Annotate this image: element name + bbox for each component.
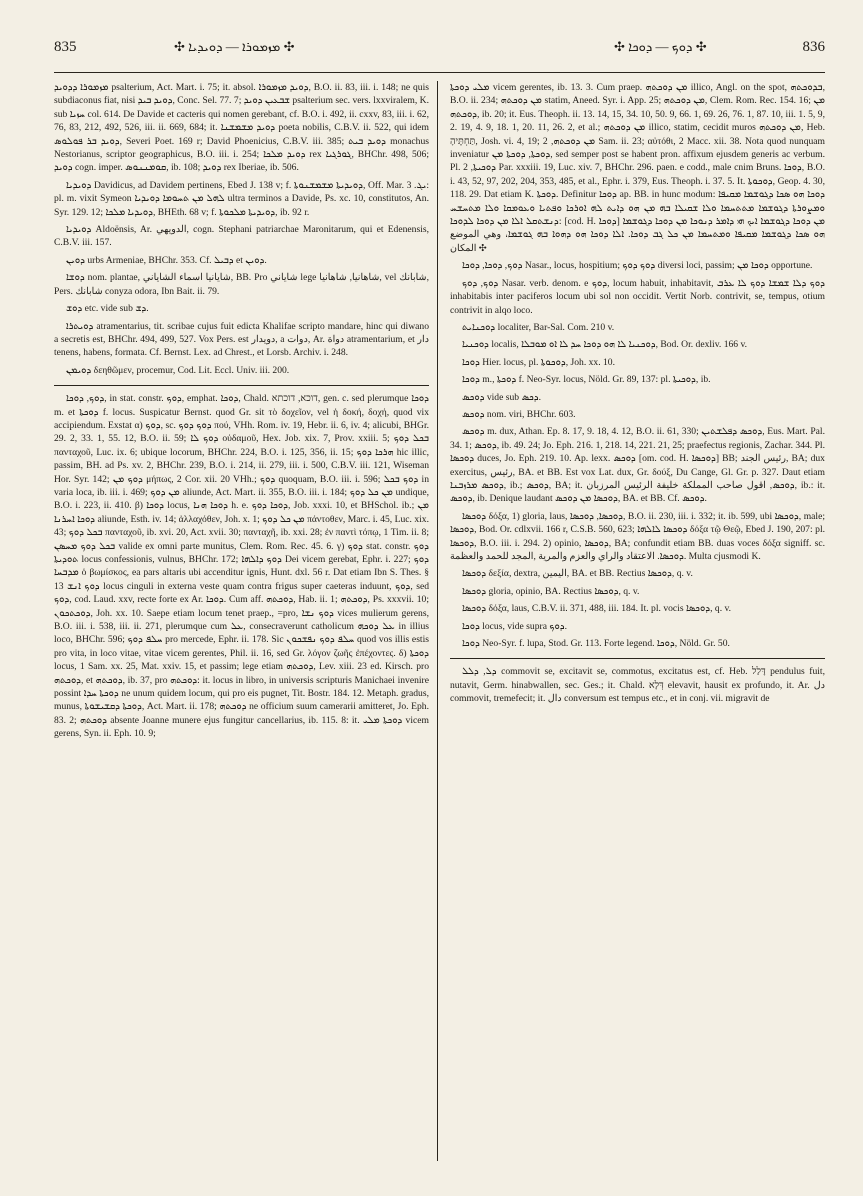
dictionary-entry: ܕܘܟܐ Neo-Syr. f. lupa, Stod. Gr. 113. Forte legend. ܕܘܟܐ, Nöld. Gr. 50. [462,638,730,650]
right-page-number: 836 [802,38,825,55]
dictionary-entry: ܕܘܟܣ nom. viri, BHChr. 603. [462,408,576,420]
dictionary-entry: ܕܘܝܬܪܐ atramentarius, tit. scribae cujus fuit edicta Khalifae scripto mandare, hinc qui diwano a secretis est, BHChr. 494, 499, 527. Vox Pers. est دويدار, a دوات, Ar. دواة atramentarium, et دار tenens, habens, formata. Cf. Bernst. Lex. ad Chrest., et Lorsb. Archiv. i. 248. [54,320,429,359]
dictionary-entry: ܕܘܟܣܐ δόξα, 1) gloria, laus, ܕܘܟܣܐ, ܕܘܟܣܐ, B.O. ii. 230, iii. i. 332; it. ib. 599, ubi ܕܘܟܣܐ, male; ܕܘܟܣܐ, Bod. Or. cdlxvii. 166 r, C.S.B. 560, 623; ܕܘܟܣܐ ܠܐܠܗܐ δόξα τῷ Θεῷ, Ebed J. 190, 207: pl. ܕܘܟܣܐ, B.O. iii. i. 294. 2) opinio, ܕܘܟܣܐ, BA; confundit etiam BB. duas voces δόξα signiff. sc. ܕܘܟܣܐ. الاعتقاد والراي والعزم والمرية ,المجد للحمد والعظمة. Multa cjusmodi K. [450,510,825,562]
dictionary-entry: ܕܘܝܕܝܐ Davidicus, ad Davidem pertinens, Ebed J. 138 v; f. ܕܘܝܕܝܬܐ ܡܫܡܫܢܘܬܐ, Off. Mar. ܝܓ. 3: pl. m. vixit Symeon ܠܗܠ ܡܢ ܬܚܘܡܐ ܕܘܝܕܝܐ ultra terminos a Davide, Ps. xc. 10, constitutos, An. Syr. 129. 12; ܕܘܝܕܝܐ ܡܠܟܐ, BHEth. 68 v; f. ܕܘܝܕܝܬܐ ܡܠܟܘܬܐ, ib. 92 r. [54,179,429,218]
dictionary-entry: ܕܘܟܣ m. dux, Athan. Ep. 8. 17, 9. 18, 4. 12, B.O. ii. 61, 330; ܕܘܟܣ ܕܦܠܫܬܝܢ, Eus. Mart. Pal. 34. 1; ܕܘܟܣ, ib. 49. 24; Jo. Eph. 216. 1, 218. 14, 221. 21, 25; praefectus regionis, Zachar. 344. Pl. ܕܘܟܣܐ duces, Jo. Eph. 219. 10. Ap. lexx. ܕܘܟܣ [om. cod. H. ܕܘܟܣܐ] BB; رئيس الجند, BA; dux exercitus, رئيس, BA. et BB. Est vox Lat. dux, Gr. δούξ, Du Cange, Gl. Gr. p. 327. Daut etiam ܕܘܟܣ ܡܪܙܒܢܐ, ib.; ܕܘܟܣ, BA; it. ܕܘܟܣ, اقول صاحب المملكة خليفة الرئيس المرزبان, ib.: it. ܕܘܟܣ, ib. Denique laudant ܕܘܟܣܐ ܡܢ ܕܘܟܣ, BA. et BB. Cf. ܕܘܟܣ. [450,426,825,505]
dictionary-entry: ܕܘܫ etc. vide sub ܕܫ. [66,303,149,315]
dictionary-entry: ܕܘܟܐ Hier. locus, pl. ܕܘܟܘܬܐ, Joh. xx. 10. [462,356,616,368]
dictionary-entry: ܕܘܫܐ nom. plantae, شايانيا اسماء الشاياني, BB. Pro شاياني lege شاهانيا, شاهانيا, vel شابانك, Pers. شابانك conyza odora, Ibn Bait. ii. 79. [54,272,429,297]
dictionary-entry: ܕܘܟܣ vide sub ܕܟܣ. [462,391,541,403]
dictionary-entry: ܕܘܝܕܝܐ Aldoënsis, Ar. الدويهي, cogn. Stephani patriarchae Maronitarum, qui et Edenensis, C.B.V. iii. 157. [54,224,429,249]
right-running-head: ✣ ܕܘܟ — ܕܘܟܐ ✣ [614,39,707,54]
dictionary-entry: ܡܠܝ ܕܘܟܬܐ vicem gerentes, ib. 13. 3. Cum praep. ܡܢ ܕܘܟܬܗ illico, Angl. on the spot, ܒܕܘܟܬܗ, B.O. ii. 234; ܡܢ ܕܘܟܬܗ statim, Aneed. Syr. i. App. 25; ܡܢ ܕܘܟܬܗ, Clem. Rom. Rec. 154. 16; ܡܢ ܕܘܟܬܗ, ib. 20; it. Eus. Theoph. ii. 13. 14, 15, 34. 10, 50. 9, 66. 1, 69. 26, 76. 1, 87. 10, iii. 1. 5, 9, 2. 19, 4. 9, 18. 1, 20. 11, 26. 2, et al.; ܡܢ ܕܘܟܬܗ illico, statim, cecidit muros ܡܢ ܕܘܟܬܗ, Heb. תַּחְתֶּיהָ, Josh. vi. 4, 19; ܡܢ ܕܘܟܬܗ, 2 Sam. ii. 23; αὐτόθι, 2 Macc. xii. 38. Nota quod nunquam inveniatur ܕܘܟܬܐ, ܕܘܟܬܐ ܡܢ, sed semper post se habent pron. affixum ejusdem generis ac verbum. Pl. ܕܘܟܝܬܐ, 2 Par. xxxiii. 19, Luc. xiv. 7, BHChr. 296. paen. e codd., male cnim Bruns. ܕܘܟܐ, B.O. i. 43, 52, 97, 202, 204, 353, 485, et al., Ephr. i. 379, Eus. Theoph. i. 37. 5. It. ܕܘܟܘܬܐ, Geop. 4. 30, 118. 29. Dat etiam K. ܕܘܟܬܐ. Definitur ܕܘܟܐ ap. BB. in hunc modum: ܕܘܟܐ ܗܘ ܣܟܐ ܕܓܘܫܡܐ ܡܩܝܦܐ ܘܡܨܘܪܬܐ ܕܓܘܫܡܐ ܡܬܬܚܡܐ ܘܠܐ ܫܩܝܠܐ ܒܗ ܡܢ ܗܘ ܕܐܝܬ ܠܗ ܐܘܪܟܐ ܘܦܬܝܐ ܘܥܘܡܩܐ ܘܠܐ ܡܬܚܫܚ ܕܢܫܬܩܠ ܐܠܐ ܡܢ ܕܘܟܐ ܠܕܘܟܐ: [cod. H. ܕܘܟܐ] ܡܢ ܕܘܟܐ ܕܓܘܫܡܐ ܐܝܟ ܗܝ ܕܐܡܪ ܕܢܘܟܐ ܡܢ ܕܘܟܐ ܕܓܘܫܡܐ ܗܘ ܣܟܐ ܕܓܘܫܡܐ ܡܩܝܦܐ ܘܡܬܚܡܐ ܡܢ ܟܠ ܓܒ ܕܘܟܐ. ܐܠܐ ܕܘܟܐ ܗܘ ܕܗܘܐ ܒܗ ܓܘܫܡܐ، وهي الموضع المكان ✣ [450,82,825,254]
dictionary-entry: ܕܘܟܐ m., ܕܘܟܬܐ f. Neo-Syr. locus, Nöld. Gr. 89, 137: pl. ܕܘܟܝܬܐ, ib. [462,374,711,386]
dictionary-entry: ܕܘܟܢܐܝܬ localiter, Bar-Sal. Com. 210 v. [462,321,615,333]
left-running-head: ✣ ܡܙܡܘܪܐ — ܕܘܝܕܝܐ ✣ [174,39,295,54]
left-page-number: 835 [54,38,77,55]
header-rule [54,72,825,73]
dictionary-entry: ܕܘܟܐ locus, vide supra ܕܘܟ. [462,620,568,632]
right-column [438,81,825,1161]
dictionary-entry: ܡܙܡܘܪܐ ܕܕܘܝܕ psalterium, Act. Mart. i. 75; it. absol. ܕܘܝܕ ܡܙܡܘܪܐ, B.O. ii. 83, iii. i. 148; ne quis subdiaconus fiat, nisi ܕܘܝܕ ܒܝܕ, Conc. Sel. 77. 7; ܫܒܥܝܢ ܕܘܝܕ psalterium sec. vers. lxxviralem, K. sub ܚܙܝܐ col. 614. De Davide et cacteris qui nomen gerebant, cf. B.O. i. 492, ii. cxxv, 83, iii. i. 62, 76, 83, 212, 492, 526, iii. ii. 669, 684; it. ܕܘܝܕ ܡܫܡܫܢܐ poeta nobilis, C.B.V. ii. 522, qui idem ܕܘܝܕ ܒܪ ܦܘܠܘܣ, Severi Poet. 169 r; David Phoenicius, C.B.V. iii. 385; ܕܘܝܕ ܒܝܬ monachus Nestorianus, scriptor geographicus, B.O. iii. i. 254; ܕܘܝܕ ܡܠܟܐ rex ܓܘܪܓܝܐ, BHChr. 498, 506; ܕܘܝܕ cogn. imper. ܩܘܡܢܢܘܣ, ib. 108; ܕܘܝܕ rex Iberiae, ib. 506. [54,82,430,174]
dictionary-entry: ܕܘܟ, ܕܘܟܐ, ܕܘܟܐ Nasar., locus, hospitium; ܕܘܟ ܕܘܟ diversi loci, passim; ܕܘܟܐ ܡܢ opportune. [462,260,813,272]
dictionary-entry: ܕܘܟܢܝܐ localis, ܕܘܟܢܝܐ ܠܐ ܗܘ ܕܘܟܐ ܚܕ ܠܐ ܐܘ ܡܘܒܠܐ, Bod. Or. dexliv. 166 v. [462,339,748,351]
dictionary-entry: ܕܘܟܣܐ gloria, opinio, BA. Rectius ܕܘܟܣܐ, q. v. [462,585,640,597]
left-column [54,81,437,1161]
dictionary-entry: ܕܘܟܣܐ δόξα, laus, C.B.V. ii. 371, 488, iii. 184. It. pl. vocis ܕܘܟܣܐ, q. v. [462,603,732,615]
two-column-body [54,81,825,1161]
dictionary-entry: ܕܘܟܣܐ δεξία, dextra, اليمين, BA. et BB. Rectius ܕܘܟܣܐ, q. v. [462,568,693,580]
dictionary-entry: ܕܘܝܢ urbs Armeniae, BHChr. 353. Cf. ܕܒܝܠ et ܕܘܝܢ. [66,254,267,266]
dictionary-entry: ܕܘܝܡܢ δεηθῶμεν, procemur, Cod. Lit. Eccl. Univ. iii. 200. [66,364,290,376]
dictionary-entry: ܕܠ, ܕܠܠ commovit se, excitavit se, commotus, excitatus est, cf. Heb. דָּלַל pendulus fuit, nutavit, Germ. hinabwallen, sec. Ges.; it. Chald. דְּלָא elevavit, hausit ex profundo, it. Ar. دل commovit, tremefecit; it. دال conversum est tempus etc., et in conj. vii. migravit de [450,658,825,705]
dictionary-entry: ܕܘܟ, ܕܘܟ Nasar. verb. denom. e ܕܘܟ, locum habuit, inhabitavit, ܕܘܟ ܕܠܐ ܫܡܫܐ ܕܘܟ ܠܐ ܥܪܒ inhabitabis inter paciferos locum ubi sol non occidit. Vertit Norb. contrivit, se, tempus, otium contrivit in alqo loco. [450,277,825,316]
dictionary-entry: ܕܘܟ, ܕܘܟܐ, in stat. constr. ܕܘܟ, emphat. ܕܘܟܐ, Chald. דוכא, דוכתא, gen. c. sed plerumque ܕܘܟܐ m. et ܕܘܟܬܐ f. locus. Suspicatur Bernst. quod Gr. sit τὸ δοχεῖον, vel ἡ δοκή, δοχή, quod vix accipiendum. Exstat α) ܕܘܟ, sc. ܕܘܟ ܕܘܟ πού, VHh. Rom. iv. 19, Hebr. ii. 6, iv. 4; alicubi, BHGr. 29. 2, 33. 1, 55. 12, B.O. ii. 59; ܕܘܟ ܠܐ οὐδαμοῦ, Hex. Job. xix. 7, Prov. xxiii. 5; ܒܟܠ ܕܘܟ πανταχοῦ, Luc. ix. 6; ubique locorum, BHChr. 224, B.O. i. 125, 356, ii. 15; ܗܪܟܐ ܕܘܟ hic illic, passim, BH. ad Ps. xv. 2, BHChr. 239, B.O. i. 214, ii. 279, iii. i. 500, C.B.V. iii. 121, Wiseman Hor. Syr. 142; ܕܘܟ ܡܢ μήπως, 2 Cor. xii. 20 VHh.; ܕܘܟ quoquam, B.O. iii. i. 596; ܕܘܟ ܒܟܠ in varia loca, ib. iii. i. 469; ܡܢ ܕܘܟ aliunde, Act. Mart. ii. 355, B.O. iii. i. 184; ܡܢ ܟܠ ܕܘܟ undique, B.O. i. 223, ii. 410. β) ܕܘܟܐ locus, ܕܘܟܐ ܗܢܐ h. e. ܕܘܟܐ ܕܘܟ, Job. xxxi. 10, et BHSchol. ib.; ܡܢ ܕܘܟܐ ܐܚܪܢܐ aliunde, Esth. iv. 14; ἀλλαχόθεν, Joh. x. 1; ܡܢ ܟܠ ܕܘܟ πάντοθεν, Marc. i. 45, Luc. xix. 43; ܒܟܠ ܕܘܟ πανταχοῦ, ib. xvi. 20, Act. xvii. 30; πανταχῆ, ib. xxi. 28; ἐν παντὶ τόπῳ, 1 Tim. ii. 8; ܒܟܠ ܕܘܟ ܡܚܣܢ valide ex omni parte munitus, Clem. Rom. Rec. 45. 6. γ) ܕܘܟ stat. constr. ܕܘܟ ܬܘܕܝܬܐ locus confessionis, vulnus, BHChr. 172; ܕܘܟ ܕܐܠܗܐ Dei vicem gerebat, Ephr. i. 227; ܕܘܟ ܡܕܒܚܐ ὁ βωμίσκος, ea pars altaris ubi accenditur ignis, Hunt. dxl. 56 r. Dat etiam Ibn S. Thes. § 13 ܕܘܟ ܐܢܫ locus cinguli in externa veste quam contra frigus super caeteras induunt, ܕܘܟ, sed ܕܘܟ, cod. Laud. xxv, recte forte ex Ar. ܕܘܟܐ. Cum aff. ܕܘܟܬܗ, Hab. ii. 1; ܕܘܟܬܗ, Ps. xxxvii. 10; ܕܘܟܬܟܘܢ, Joh. xx. 10. Saepe etiam locum tenet praep., =pro, ܕܘܟ ܢܫܐ vices mulierum gerens, B.O. iii. i. 538, iii. ii. 271, plerumque cum ܥܠ, consecraverunt catholicum ܥܠ ܕܘܟܗ in illius loco, BHChr. 596; ܚܠܦ ܕܘܟ pro mercede, Ephr. ii. 178. Sic ܚܠܦ ܕܘܟ ܢܦܫܟܘܢ quod vos illis estis pro vita, in loco vitae, vitae vicem gerentes, Phil. ii. 16, sed Gr. λόγον ζωῆς ἐπέχοντες. δ) ܕܘܟܬܐ locus, 1 Sam. xx. 25, Mat. xxiv. 15, et passim; lege etiam ܕܘܟܬܗ, Lev. xiii. 23 ed. Kirsch. pro ܕܘܟܬܗ, et ܕܘܟܬܗ, ib. 37, pro ܕܘܟܬܗ: it. locus in libro, in universis scripturis Manichaei invenire possint ܕܘܟܬܐ ܚܕܐ ne unum quidem locum, qui pro eis pugnet, Tit. Bostr. 184. 12. Metaph. gradus, munus, ܕܘܟܬܐ ܕܩܫܝܫܘܬܐ, Act. Mart. ii. 178; ܕܘܟܬܗ ne officium suum camerarii amitteret, Jo. Eph. 83. 2; ܕܘܟܬܗ absente Joanne munere ejus fungitur cancellarius, ib. 115. 8: it. ܕܘܟܬܐ ܡܠܝ vicem gerens, Syn. ii. Eph. 10. 9; [54,385,429,741]
page-header [54,30,825,64]
